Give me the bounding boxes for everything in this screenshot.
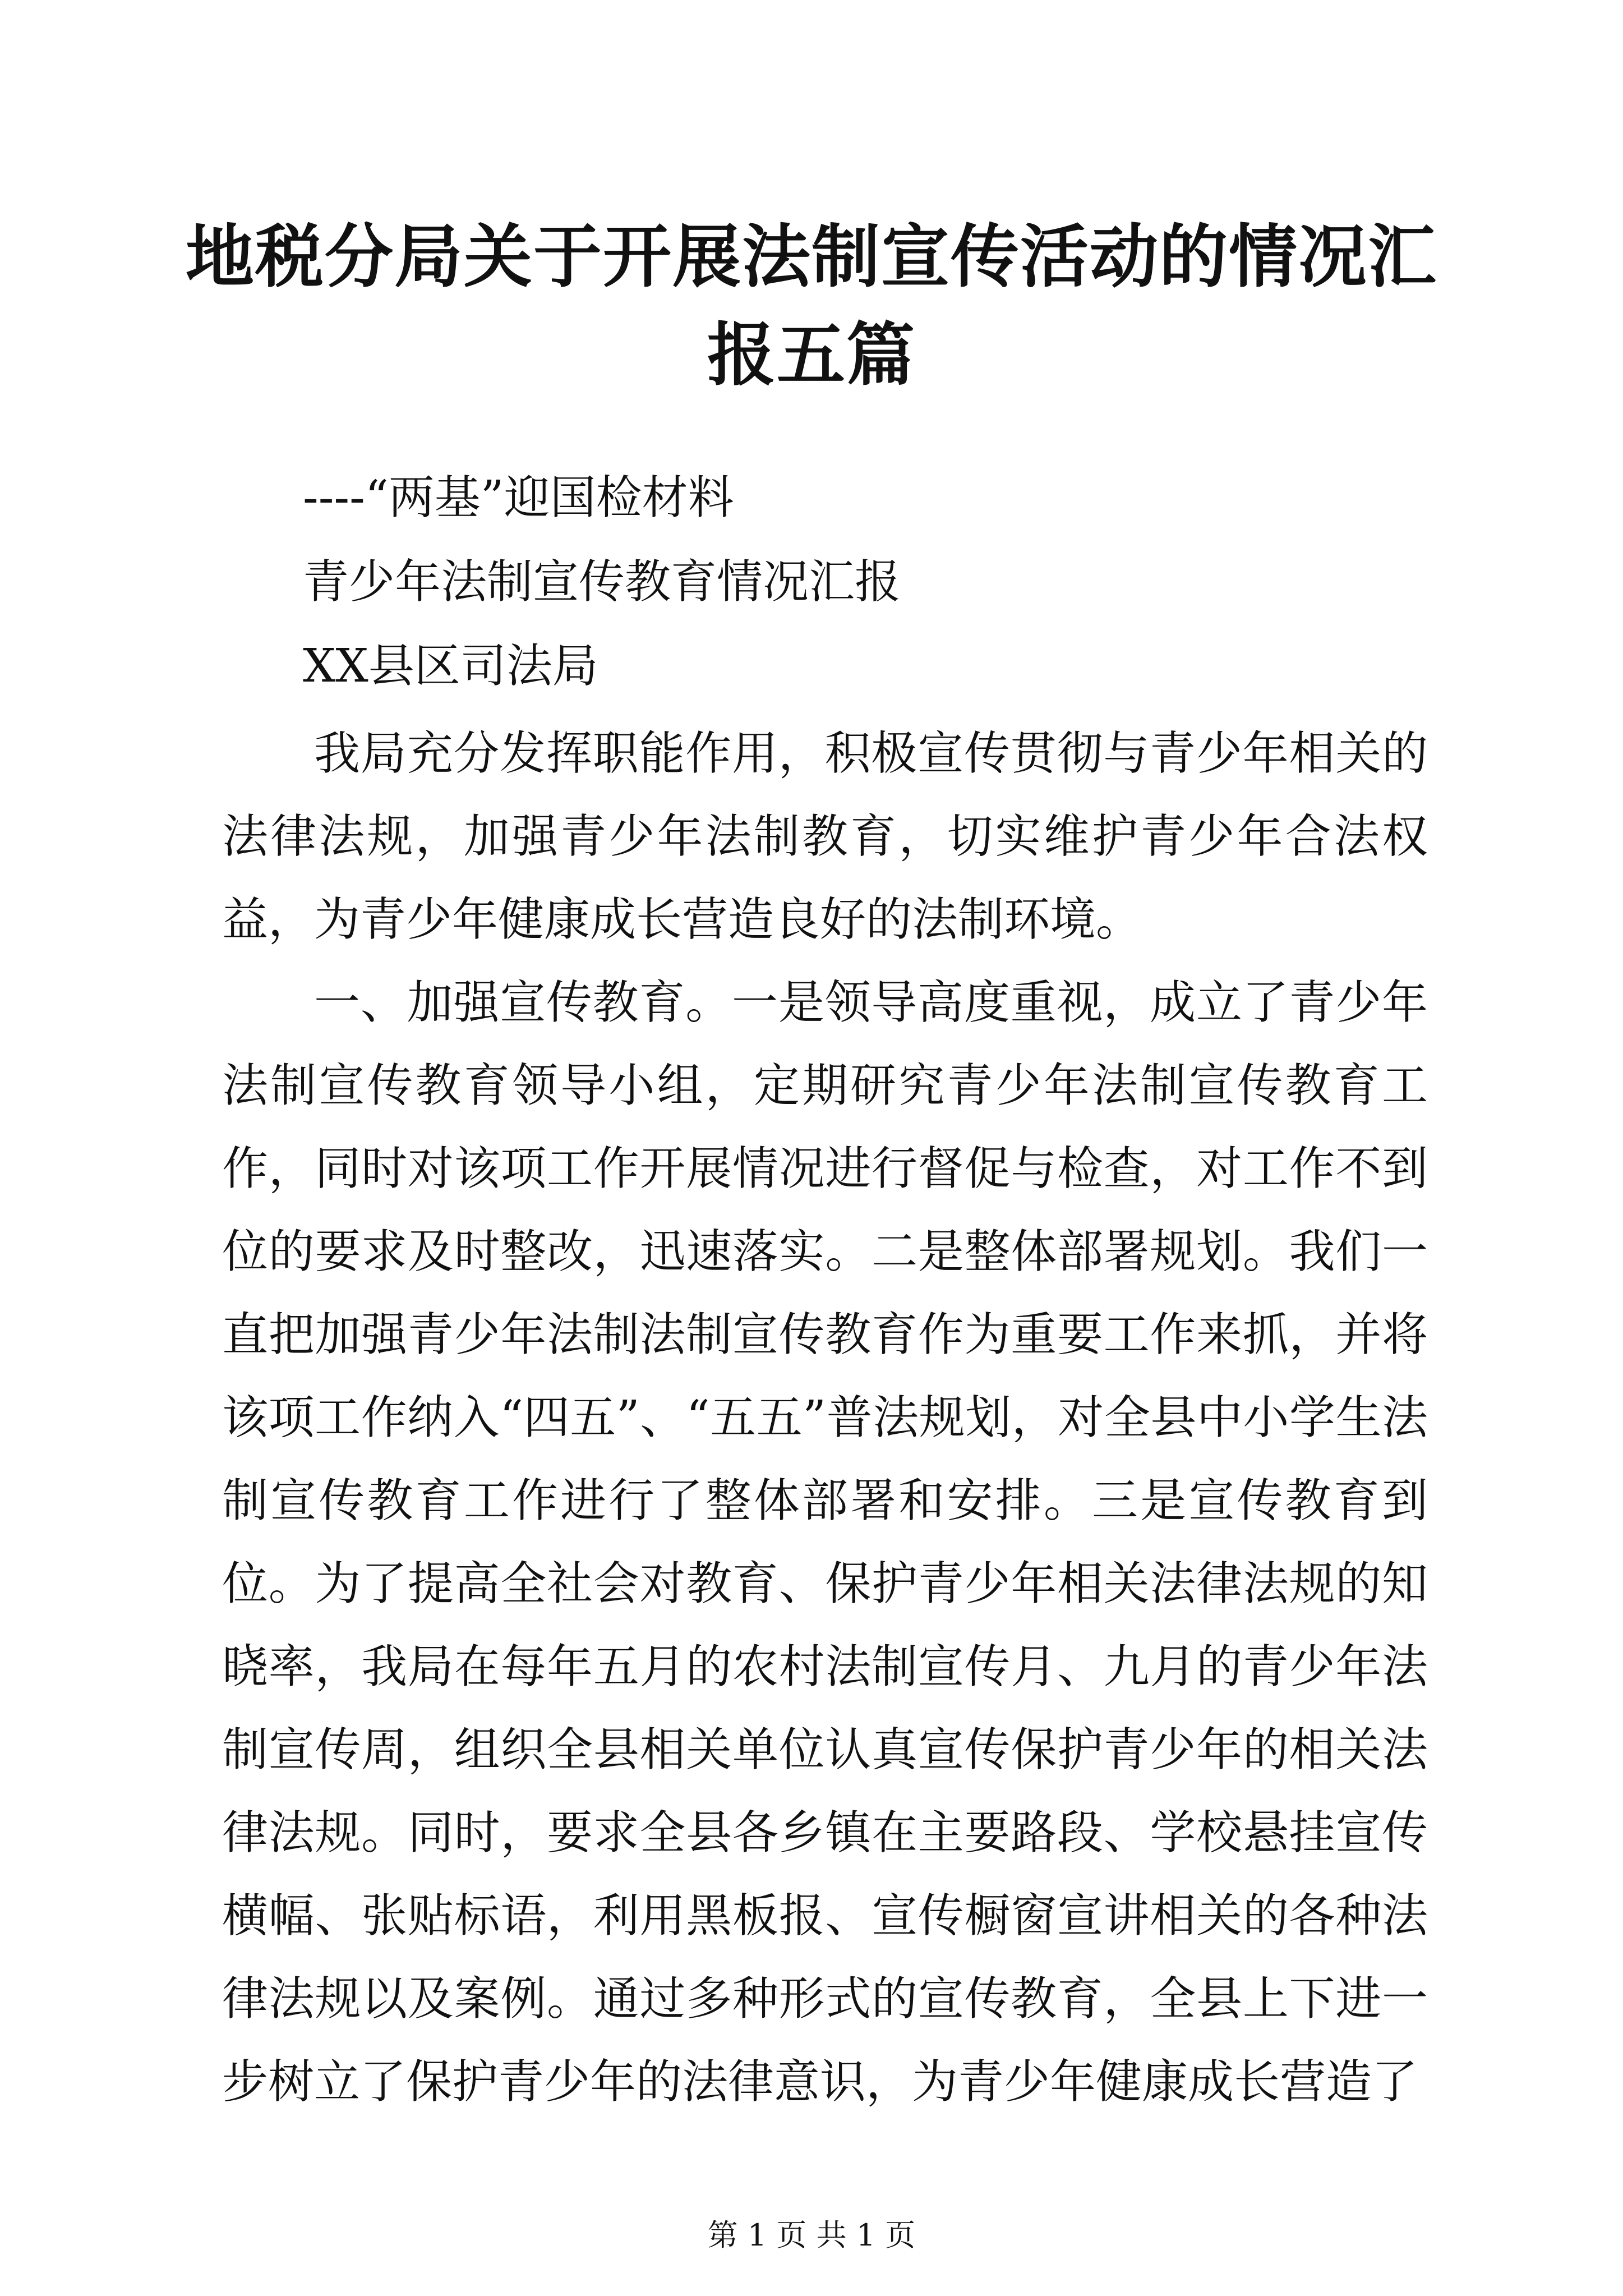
subtitle-line-author: XX县区司法局: [303, 639, 598, 693]
document-title: 地税分局关于开展法制宣传活动的情况汇报五篇: [186, 216, 1437, 395]
body-paragraph-section-one: 一、加强宣传教育。一是领导高度重视，成立了青少年法制宣传教育领导小组，定期研究青少年法制宣传教育工作，同时对该项工作开展情况进行督促与检查，对工作不到位的要求及时整改，迅速落实。二是整体部署规划。我们一直把加强青少年法制法制宣传教育作为重要工作来抓，并将该项工作纳入“四五”、“五五”普法规划，对全县中小学生法制宣传教育工作进行了整体部署和安排。三是宣传教育到位。为了提高全社会对教育、保护青少年相关法律法规的知晓率，我局在每年五月的农村法制宣传月、九月的青少年法制宣传周，组织全县相关单位认真宣传保护青少年的相关法律法规。同时，要求全县各乡镇在主要路段、学校悬挂宣传横幅、张贴标语，利用黑板报、宣传橱窗宣讲相关的各种法律法规以及案例。通过多种形式的宣传教育，全县上下进一步树立了保护青少年的法律意识，为青少年健康成长营造了: [222, 976, 1428, 2109]
body-paragraph-intro: 我局充分发挥职能作用，积极宣传贯彻与青少年相关的法律法规，加强青少年法制教育，切实维护青少年合法权益，为青少年健康成长营造良好的法制环境。: [222, 727, 1428, 946]
subtitle-line-source: ----“两基”迎国检材料: [303, 471, 734, 524]
subtitle-line-report-title: 青少年法制宣传教育情况汇报: [303, 555, 901, 609]
page-footer: 第 1 页 共 1 页: [707, 2217, 916, 2253]
document-body: [222, 712, 1428, 2124]
